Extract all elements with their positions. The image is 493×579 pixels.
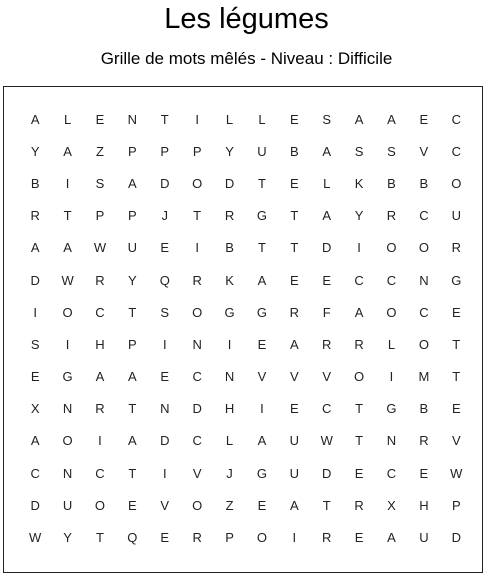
- grid-cell[interactable]: A: [322, 208, 332, 224]
- grid-cell[interactable]: V: [192, 465, 202, 481]
- grid-cell[interactable]: E: [419, 111, 429, 127]
- grid-cell[interactable]: R: [192, 530, 202, 546]
- grid-cell[interactable]: F: [322, 304, 331, 320]
- grid-cell[interactable]: A: [128, 175, 137, 191]
- grid-cell[interactable]: B: [387, 175, 396, 191]
- grid-cell[interactable]: S: [160, 304, 170, 320]
- grid-cell[interactable]: X: [387, 497, 396, 513]
- grid-cell[interactable]: D: [322, 240, 332, 256]
- grid-cell[interactable]: T: [452, 369, 461, 385]
- grid-cell[interactable]: O: [418, 336, 429, 352]
- grid-cell[interactable]: E: [354, 530, 364, 546]
- grid-cell[interactable]: M: [418, 369, 430, 385]
- grid-cell[interactable]: C: [354, 272, 364, 288]
- grid-cell[interactable]: E: [160, 240, 170, 256]
- grid-cell[interactable]: T: [355, 401, 364, 417]
- grid-cell[interactable]: Y: [63, 530, 72, 546]
- grid-cell[interactable]: S: [387, 143, 396, 159]
- grid-cell[interactable]: C: [386, 465, 397, 481]
- grid-cell[interactable]: T: [63, 208, 72, 224]
- grid-cell[interactable]: L: [387, 336, 396, 352]
- grid-cell[interactable]: I: [65, 336, 70, 352]
- grid-cell[interactable]: E: [354, 465, 364, 481]
- grid-cell[interactable]: E: [419, 465, 429, 481]
- grid-cell[interactable]: K: [225, 272, 234, 288]
- grid-cell[interactable]: C: [95, 304, 105, 320]
- grid-cell[interactable]: I: [162, 336, 167, 352]
- grid-cell[interactable]: R: [95, 401, 105, 417]
- grid-cell[interactable]: H: [95, 336, 105, 352]
- grid-cell[interactable]: O: [62, 433, 73, 449]
- grid-cell[interactable]: P: [128, 336, 137, 352]
- word-search-grid: [19, 103, 473, 555]
- grid-cell[interactable]: T: [355, 433, 364, 449]
- grid-cell[interactable]: U: [127, 240, 138, 256]
- grid-cell[interactable]: E: [160, 530, 170, 546]
- grid-cell[interactable]: T: [193, 208, 202, 224]
- grid-cell[interactable]: Z: [225, 497, 234, 513]
- grid-cell[interactable]: A: [322, 143, 332, 159]
- grid-cell[interactable]: E: [289, 272, 299, 288]
- grid-cell[interactable]: E: [257, 336, 267, 352]
- grid-cell[interactable]: N: [160, 401, 170, 417]
- grid-cell[interactable]: U: [419, 530, 429, 546]
- grid-cell[interactable]: R: [224, 208, 235, 224]
- grid-cell[interactable]: V: [322, 369, 332, 385]
- grid-cell[interactable]: I: [292, 530, 297, 546]
- grid-cell[interactable]: I: [33, 304, 37, 320]
- grid-cell[interactable]: E: [289, 401, 299, 417]
- grid-cell[interactable]: U: [289, 465, 300, 481]
- grid-cell[interactable]: O: [354, 369, 365, 385]
- grid-cell[interactable]: T: [128, 304, 137, 320]
- grid-cell[interactable]: K: [354, 175, 364, 191]
- grid-cell[interactable]: J: [161, 208, 168, 224]
- grid-cell[interactable]: I: [162, 465, 167, 481]
- grid-cell[interactable]: Q: [159, 272, 170, 288]
- grid-cell[interactable]: S: [322, 111, 332, 127]
- grid-cell[interactable]: P: [225, 530, 234, 546]
- grid-cell[interactable]: A: [289, 336, 299, 352]
- grid-cell[interactable]: A: [354, 304, 364, 320]
- grid-cell[interactable]: T: [452, 336, 461, 352]
- grid-cell[interactable]: T: [322, 497, 331, 513]
- grid-cell[interactable]: O: [192, 497, 203, 513]
- grid-cell[interactable]: V: [257, 369, 267, 385]
- grid-cell[interactable]: R: [289, 304, 300, 320]
- grid-cell[interactable]: J: [226, 465, 233, 481]
- grid-cell[interactable]: T: [257, 175, 266, 191]
- grid-cell[interactable]: S: [30, 336, 40, 352]
- grid-cell[interactable]: A: [63, 240, 72, 256]
- grid-cell[interactable]: Y: [225, 143, 234, 159]
- grid-cell[interactable]: N: [62, 401, 73, 417]
- grid-cell[interactable]: N: [386, 433, 397, 449]
- grid-cell[interactable]: W: [29, 530, 42, 546]
- grid-cell[interactable]: A: [387, 111, 396, 127]
- grid-cell[interactable]: E: [322, 272, 332, 288]
- grid-cell[interactable]: I: [195, 240, 199, 256]
- grid-cell[interactable]: T: [290, 208, 299, 224]
- grid-cell[interactable]: E: [95, 111, 105, 127]
- grid-cell[interactable]: Y: [30, 143, 40, 159]
- grid-cell[interactable]: A: [95, 369, 105, 385]
- page-subtitle: Grille de mots mêlés - Niveau : Difficile: [100, 49, 393, 68]
- grid-cell[interactable]: X: [30, 401, 40, 417]
- grid-cell[interactable]: W: [61, 272, 74, 288]
- grid-cell[interactable]: C: [192, 369, 202, 385]
- grid-cell[interactable]: Y: [128, 272, 137, 288]
- grid-cell[interactable]: O: [62, 304, 73, 320]
- grid-cell[interactable]: G: [451, 272, 462, 288]
- grid-cell[interactable]: A: [128, 369, 137, 385]
- grid-cell[interactable]: A: [257, 433, 267, 449]
- grid-cell[interactable]: A: [30, 433, 40, 449]
- grid-cell[interactable]: O: [418, 240, 429, 256]
- grid-cell[interactable]: D: [192, 401, 202, 417]
- grid-cell[interactable]: R: [354, 336, 364, 352]
- grid-cell[interactable]: G: [256, 208, 267, 224]
- grid-cell[interactable]: R: [354, 497, 364, 513]
- grid-cell[interactable]: A: [128, 433, 137, 449]
- grid-cell[interactable]: E: [289, 175, 299, 191]
- grid-cell[interactable]: O: [94, 497, 106, 513]
- grid-cell[interactable]: N: [224, 369, 235, 385]
- grid-cell[interactable]: O: [386, 304, 397, 320]
- grid-cell[interactable]: U: [289, 433, 300, 449]
- grid-cell[interactable]: E: [30, 369, 40, 385]
- grid-cell[interactable]: R: [386, 208, 397, 224]
- grid-cell[interactable]: A: [30, 111, 40, 127]
- grid-cell[interactable]: G: [256, 304, 267, 320]
- grid-cell[interactable]: W: [320, 433, 333, 449]
- grid-cell[interactable]: T: [96, 530, 104, 546]
- grid-cell[interactable]: O: [192, 304, 203, 320]
- grid-cell[interactable]: H: [419, 497, 429, 513]
- grid-cell[interactable]: R: [95, 272, 105, 288]
- grid-cell[interactable]: O: [192, 175, 203, 191]
- grid-cell[interactable]: R: [419, 433, 429, 449]
- grid-cell[interactable]: E: [257, 497, 267, 513]
- grid-cell[interactable]: E: [451, 401, 461, 417]
- grid-cell[interactable]: C: [451, 111, 461, 127]
- grid-cell[interactable]: G: [224, 304, 235, 320]
- grid-cell[interactable]: Q: [127, 530, 138, 546]
- grid-cell[interactable]: U: [257, 143, 267, 159]
- grid-cell[interactable]: Z: [96, 143, 104, 159]
- grid-cell[interactable]: V: [451, 433, 461, 449]
- grid-cell[interactable]: R: [322, 336, 332, 352]
- grid-cell[interactable]: V: [289, 369, 299, 385]
- grid-cell[interactable]: G: [386, 401, 397, 417]
- grid-cell[interactable]: G: [62, 369, 73, 385]
- grid-cell[interactable]: R: [322, 530, 332, 546]
- grid-cell[interactable]: C: [30, 465, 40, 481]
- grid-cell[interactable]: N: [192, 336, 202, 352]
- grid-cell[interactable]: C: [322, 401, 332, 417]
- grid-cell[interactable]: P: [95, 208, 105, 224]
- grid-cell[interactable]: B: [419, 401, 429, 417]
- grid-cell[interactable]: A: [30, 240, 40, 256]
- grid-cell[interactable]: B: [30, 175, 40, 191]
- grid-cell[interactable]: T: [128, 401, 137, 417]
- grid-cell[interactable]: D: [160, 175, 170, 191]
- grid-cell[interactable]: C: [95, 465, 105, 481]
- grid-cell[interactable]: T: [290, 240, 299, 256]
- grid-cell[interactable]: T: [128, 465, 137, 481]
- grid-cell[interactable]: E: [451, 304, 461, 320]
- grid-cell[interactable]: D: [30, 272, 40, 288]
- grid-cell[interactable]: B: [419, 175, 429, 191]
- grid-cell[interactable]: W: [93, 240, 107, 256]
- grid-cell[interactable]: W: [450, 465, 463, 481]
- grid-cell[interactable]: R: [451, 240, 461, 256]
- grid-cell[interactable]: L: [323, 175, 331, 191]
- grid-cell[interactable]: L: [225, 111, 234, 127]
- grid-cell[interactable]: R: [192, 272, 202, 288]
- grid-cell[interactable]: S: [354, 143, 364, 159]
- grid-cell[interactable]: I: [98, 433, 102, 449]
- grid-cell[interactable]: D: [30, 497, 40, 513]
- grid-cell[interactable]: N: [419, 272, 429, 288]
- grid-cell[interactable]: A: [63, 143, 72, 159]
- grid-cell[interactable]: I: [260, 401, 264, 417]
- grid-cell[interactable]: C: [419, 208, 429, 224]
- grid-cell[interactable]: P: [192, 143, 202, 159]
- grid-cell[interactable]: C: [386, 272, 397, 288]
- grid-cell[interactable]: G: [256, 465, 267, 481]
- grid-cell[interactable]: U: [451, 208, 461, 224]
- grid-cell[interactable]: C: [419, 304, 429, 320]
- grid-cell[interactable]: O: [256, 530, 267, 546]
- grid-cell[interactable]: E: [128, 497, 137, 513]
- grid-cell[interactable]: Y: [354, 208, 364, 224]
- grid-cell[interactable]: C: [451, 143, 461, 159]
- grid-cell[interactable]: N: [127, 111, 138, 127]
- grid-cell[interactable]: P: [160, 143, 170, 159]
- grid-cell[interactable]: V: [419, 143, 429, 159]
- grid-cell[interactable]: L: [225, 433, 234, 449]
- grid-cell[interactable]: P: [128, 208, 137, 224]
- grid-cell[interactable]: P: [128, 143, 137, 159]
- grid-cell[interactable]: I: [357, 240, 361, 256]
- grid-cell[interactable]: D: [160, 433, 170, 449]
- grid-cell[interactable]: O: [386, 240, 397, 256]
- grid-cell[interactable]: B: [225, 240, 234, 256]
- grid-cell[interactable]: A: [387, 530, 396, 546]
- grid-cell[interactable]: T: [160, 111, 169, 127]
- grid-cell[interactable]: L: [258, 111, 266, 127]
- grid-cell[interactable]: R: [30, 208, 40, 224]
- grid-cell[interactable]: O: [451, 175, 462, 191]
- grid-cell[interactable]: D: [224, 175, 235, 191]
- grid-cell[interactable]: S: [95, 175, 105, 191]
- grid-cell[interactable]: C: [192, 433, 202, 449]
- grid-cell[interactable]: P: [451, 497, 461, 513]
- grid-cell[interactable]: I: [227, 336, 232, 352]
- grid-cell[interactable]: L: [63, 111, 72, 127]
- grid-cell[interactable]: E: [289, 111, 299, 127]
- grid-cell[interactable]: V: [160, 497, 170, 513]
- grid-cell[interactable]: E: [160, 369, 170, 385]
- grid-cell[interactable]: D: [322, 465, 332, 481]
- grid-cell[interactable]: H: [224, 401, 235, 417]
- grid-cell[interactable]: I: [195, 111, 199, 127]
- grid-cell[interactable]: I: [65, 175, 70, 191]
- grid-cell[interactable]: B: [289, 143, 299, 159]
- grid-cell[interactable]: N: [62, 465, 73, 481]
- grid-cell[interactable]: D: [451, 530, 461, 546]
- page-title: Les légumes: [164, 3, 329, 35]
- grid-cell[interactable]: U: [62, 497, 73, 513]
- grid-cell[interactable]: A: [354, 111, 364, 127]
- grid-cell[interactable]: I: [389, 369, 394, 385]
- grid-cell[interactable]: A: [289, 497, 299, 513]
- grid-cell[interactable]: A: [257, 272, 267, 288]
- grid-cell[interactable]: T: [257, 240, 266, 256]
